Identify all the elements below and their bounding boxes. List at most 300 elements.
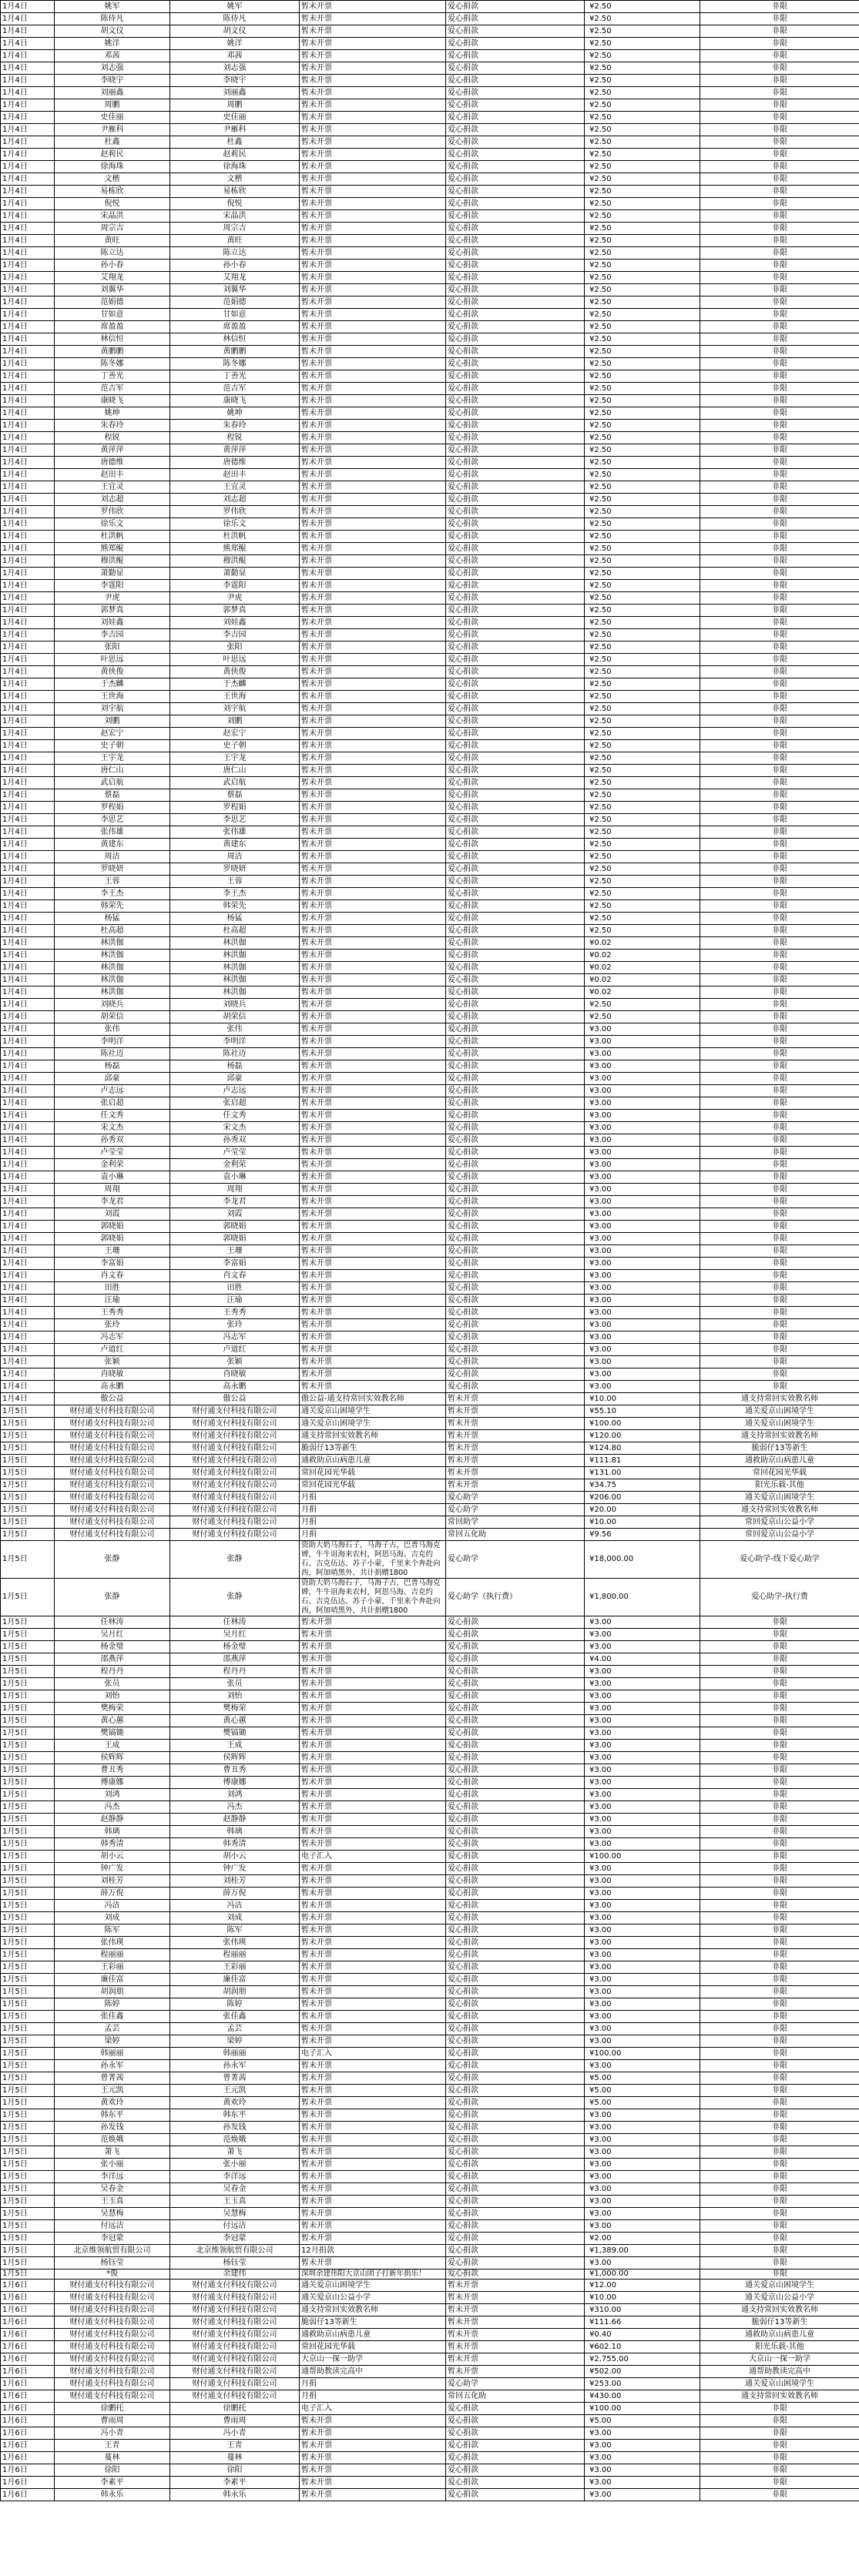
amount-cell: ¥3.00 xyxy=(585,1888,700,1900)
amount-cell: ¥2.50 xyxy=(585,333,700,346)
amount-cell: ¥2.50 xyxy=(585,186,700,198)
payer-cell: 张小丽 xyxy=(170,2159,300,2171)
amount-cell: ¥3.00 xyxy=(585,1171,700,1184)
restriction-cell: 非限 xyxy=(700,2048,859,2060)
category-cell: 爱心捐款 xyxy=(446,1023,585,1036)
category-cell: 爱心捐款 xyxy=(446,666,585,678)
payer-cell: 杜洪帆 xyxy=(170,531,300,543)
category-cell: 爱心捐款 xyxy=(446,1961,585,1974)
table-row xyxy=(1,1974,859,1986)
category-cell: 爱心捐款 xyxy=(446,420,585,432)
payer-cell: 王珊 xyxy=(170,1245,300,1258)
amount-cell: ¥3.00 xyxy=(585,1110,700,1122)
date-cell: 1月5日 xyxy=(1,1949,55,1961)
payer-cell: 刘娃鑫 xyxy=(170,617,300,629)
payer-cell: 李素平 xyxy=(170,2477,300,2489)
category-cell: 爱心捐款 xyxy=(446,728,585,740)
donor-cell: 财付通支付科技有限公司 xyxy=(55,2292,170,2304)
date-cell: 1月4日 xyxy=(1,284,55,296)
category-cell: 爱心捐款 xyxy=(446,2146,585,2159)
amount-cell: ¥3.00 xyxy=(585,1307,700,1319)
donor-cell: 付远洁 xyxy=(55,2220,170,2233)
amount-cell: ¥2.50 xyxy=(585,568,700,580)
note-cell: 12月捐款 xyxy=(300,2245,446,2257)
table-row xyxy=(1,1727,859,1740)
donor-cell: 周洁 xyxy=(55,851,170,863)
date-cell: 1月5日 xyxy=(1,1442,55,1455)
payer-cell: 罗晓妍 xyxy=(170,863,300,876)
restriction-cell: 非限 xyxy=(700,2171,859,2183)
category-cell: 暂未开票 xyxy=(446,1479,585,1492)
note-cell: 暂未开票 xyxy=(300,740,446,752)
donor-cell: 财付通支付科技有限公司 xyxy=(55,1405,170,1418)
note-cell: 暂未开票 xyxy=(300,851,446,863)
category-cell: 爱心捐款 xyxy=(446,2220,585,2233)
donor-cell: 吴慧梅 xyxy=(55,2208,170,2220)
note-cell: 暂未开票 xyxy=(300,789,446,802)
restriction-cell: 非限 xyxy=(700,136,859,149)
payer-cell: 徐乐文 xyxy=(170,518,300,531)
table-row xyxy=(1,2329,859,2341)
restriction-cell: 阳光乐载-其他 xyxy=(700,1479,859,1492)
note-cell: 暂未开票 xyxy=(300,1295,446,1307)
restriction-cell: 非限 xyxy=(700,1937,859,1949)
note-cell: 电子汇入 xyxy=(300,1851,446,1863)
table-row xyxy=(1,765,859,777)
table-row xyxy=(1,555,859,568)
note-cell: 暂未开票 xyxy=(300,876,446,888)
amount-cell: ¥100.00 xyxy=(585,1418,700,1430)
donor-cell: 樊镐锄 xyxy=(55,1727,170,1740)
note-cell: 通关爱京山困境学生 xyxy=(300,1405,446,1418)
category-cell: 爱心捐款 xyxy=(446,863,585,876)
note-cell: 暂未开票 xyxy=(300,1332,446,1344)
note-cell: 暂未开票 xyxy=(300,198,446,210)
category-cell: 爱心捐款 xyxy=(446,1270,585,1282)
table-row xyxy=(1,900,859,913)
amount-cell: ¥2.50 xyxy=(585,913,700,925)
table-row xyxy=(1,1629,859,1641)
payer-cell: 林洪伽 xyxy=(170,937,300,950)
payer-cell: 邓茜 xyxy=(170,50,300,62)
category-cell: 暂未开票 xyxy=(446,2341,585,2353)
payer-cell: 范焕娥 xyxy=(170,2134,300,2146)
date-cell: 1月5日 xyxy=(1,1801,55,1814)
table-row xyxy=(1,1221,859,1233)
amount-cell: ¥2.50 xyxy=(585,321,700,333)
date-cell: 1月4日 xyxy=(1,38,55,50)
note-cell: 暂未开票 xyxy=(300,950,446,962)
amount-cell: ¥0.02 xyxy=(585,950,700,962)
donor-cell: 樊梅荣 xyxy=(55,1703,170,1715)
table-row xyxy=(1,2477,859,2489)
amount-cell: ¥2.50 xyxy=(585,826,700,839)
date-cell: 1月5日 xyxy=(1,1814,55,1826)
date-cell: 1月6日 xyxy=(1,2329,55,2341)
note-cell: 暂未开票 xyxy=(300,1974,446,1986)
date-cell: 1月4日 xyxy=(1,765,55,777)
donor-cell: 王青 xyxy=(55,2440,170,2452)
payer-cell: 姚军 xyxy=(170,1,300,13)
note-cell: 暂未开票 xyxy=(300,987,446,999)
donor-cell: 周宗吉 xyxy=(55,223,170,235)
note-cell: 暂未开票 xyxy=(300,531,446,543)
table-row xyxy=(1,1492,859,1504)
restriction-cell: 非限 xyxy=(700,1134,859,1147)
payer-cell: 黄侠俊 xyxy=(170,666,300,678)
note-cell: 月捐 xyxy=(300,2390,446,2403)
payer-cell: 周翔 xyxy=(170,1184,300,1196)
donor-cell: 姚坤 xyxy=(55,407,170,420)
restriction-cell: 非限 xyxy=(700,1159,859,1171)
date-cell: 1月4日 xyxy=(1,1356,55,1368)
donor-cell: 曹丑秀 xyxy=(55,1764,170,1777)
donor-cell: 张伟 xyxy=(55,1023,170,1036)
donor-cell: 唐德维 xyxy=(55,457,170,469)
category-cell: 爱心捐款 xyxy=(446,1381,585,1393)
category-cell: 爱心捐款 xyxy=(446,25,585,38)
table-row xyxy=(1,1814,859,1826)
date-cell: 1月4日 xyxy=(1,173,55,186)
note-cell: 暂未开票 xyxy=(300,1344,446,1356)
donor-cell: 胡小云 xyxy=(55,1851,170,1863)
table-row xyxy=(1,284,859,296)
category-cell: 爱心捐款 xyxy=(446,1641,585,1653)
restriction-cell: 常回爱京山公益小学 xyxy=(700,1529,859,1541)
restriction-cell: 非限 xyxy=(700,2403,859,2415)
category-cell: 暂未开票 xyxy=(446,1442,585,1455)
restriction-cell: 非限 xyxy=(700,555,859,568)
category-cell: 爱心捐款 xyxy=(446,1356,585,1368)
date-cell: 1月4日 xyxy=(1,198,55,210)
note-cell: 暂未开票 xyxy=(300,1863,446,1875)
donor-cell: 杨磊 xyxy=(55,1060,170,1073)
donor-cell: 刘成 xyxy=(55,1912,170,1924)
table-row xyxy=(1,2464,859,2477)
note-cell: 暂未开票 xyxy=(300,2035,446,2048)
donor-cell: 王蓉 xyxy=(55,876,170,888)
restriction-cell: 非限 xyxy=(700,1208,859,1221)
category-cell: 爱心捐款 xyxy=(446,1888,585,1900)
donor-cell: 张伟瑛 xyxy=(55,1937,170,1949)
note-cell: 暂未开票 xyxy=(300,1356,446,1368)
note-cell: 暂未开票 xyxy=(300,1986,446,1998)
note-cell: 暂未开票 xyxy=(300,2072,446,2085)
donor-cell: 王元凯 xyxy=(55,2085,170,2097)
date-cell: 1月5日 xyxy=(1,1924,55,1937)
category-cell: 爱心助学 xyxy=(446,1541,585,1579)
note-cell: 暂未开票 xyxy=(300,2146,446,2159)
table-row xyxy=(1,863,859,876)
date-cell: 1月4日 xyxy=(1,1073,55,1085)
amount-cell: ¥100.00 xyxy=(585,1851,700,1863)
payer-cell: 朱春玲 xyxy=(170,420,300,432)
donor-cell: 卢莹莹 xyxy=(55,1147,170,1159)
amount-cell: ¥2.50 xyxy=(585,13,700,25)
amount-cell: ¥3.00 xyxy=(585,2477,700,2489)
donor-cell: 唐仁山 xyxy=(55,765,170,777)
category-cell: 爱心捐款 xyxy=(446,161,585,173)
payer-cell: 陈社迈 xyxy=(170,1048,300,1060)
table-row xyxy=(1,1184,859,1196)
note-cell: 暂未开票 xyxy=(300,1629,446,1641)
donor-cell: 甘如意 xyxy=(55,309,170,321)
category-cell: 爱心捐款 xyxy=(446,87,585,99)
date-cell: 1月4日 xyxy=(1,987,55,999)
donor-cell: 张启超 xyxy=(55,1097,170,1110)
donor-cell: 孙永军 xyxy=(55,2060,170,2072)
donor-cell: 陈社迈 xyxy=(55,1048,170,1060)
category-cell: 爱心捐款 xyxy=(446,223,585,235)
note-cell: 电子汇入 xyxy=(300,2048,446,2060)
date-cell: 1月5日 xyxy=(1,1629,55,1641)
date-cell: 1月5日 xyxy=(1,1826,55,1838)
category-cell: 爱心捐款 xyxy=(446,1085,585,1097)
note-cell: 暂未开票 xyxy=(300,1715,446,1727)
table-row xyxy=(1,876,859,888)
payer-cell: 姚坤 xyxy=(170,407,300,420)
category-cell: 爱心捐款 xyxy=(446,1703,585,1715)
donor-cell: 金利荣 xyxy=(55,1159,170,1171)
donor-cell: 武启航 xyxy=(55,777,170,789)
category-cell: 爱心捐款 xyxy=(446,1122,585,1134)
date-cell: 1月4日 xyxy=(1,752,55,765)
note-cell: 暂未开票 xyxy=(300,1097,446,1110)
donor-cell: 邱豪 xyxy=(55,1073,170,1085)
category-cell: 爱心捐款 xyxy=(446,444,585,457)
amount-cell: ¥2.50 xyxy=(585,309,700,321)
amount-cell: ¥34.75 xyxy=(585,1479,700,1492)
payer-cell: 尹虎 xyxy=(170,592,300,605)
table-row xyxy=(1,296,859,309)
date-cell: 1月5日 xyxy=(1,1851,55,1863)
category-cell: 爱心捐款 xyxy=(446,2196,585,2208)
restriction-cell: 非限 xyxy=(700,2060,859,2072)
donor-cell: 赵静静 xyxy=(55,1814,170,1826)
note-cell: 暂未开票 xyxy=(300,605,446,617)
category-cell: 爱心捐款 xyxy=(446,752,585,765)
payer-cell: 李洋远 xyxy=(170,2171,300,2183)
payer-cell: 陈冬娜 xyxy=(170,358,300,370)
donor-cell: 李思艺 xyxy=(55,814,170,826)
table-row xyxy=(1,1134,859,1147)
category-cell: 爱心捐款 xyxy=(446,1147,585,1159)
donor-cell: 刘鸿 xyxy=(55,1789,170,1801)
table-row xyxy=(1,1307,859,1319)
date-cell: 1月4日 xyxy=(1,666,55,678)
date-cell: 1月4日 xyxy=(1,1147,55,1159)
table-row xyxy=(1,913,859,925)
date-cell: 1月5日 xyxy=(1,1974,55,1986)
restriction-cell: 非限 xyxy=(700,2097,859,2109)
category-cell: 暂未开票 xyxy=(446,1393,585,1405)
payer-cell: 张静 xyxy=(170,1541,300,1579)
restriction-cell: 非限 xyxy=(700,1924,859,1937)
date-cell: 1月5日 xyxy=(1,1777,55,1789)
donor-cell: 财付通支付科技有限公司 xyxy=(55,2280,170,2292)
date-cell: 1月4日 xyxy=(1,99,55,112)
table-row xyxy=(1,1036,859,1048)
restriction-cell: 非限 xyxy=(700,2035,859,2048)
note-cell: 暂未开票 xyxy=(300,1208,446,1221)
table-row xyxy=(1,999,859,1011)
payer-cell: 韩东平 xyxy=(170,2109,300,2122)
payer-cell: 梁婷 xyxy=(170,2035,300,2048)
table-row xyxy=(1,2280,859,2292)
category-cell: 爱心捐款 xyxy=(446,1690,585,1703)
table-row xyxy=(1,2183,859,2196)
date-cell: 1月4日 xyxy=(1,839,55,851)
donor-cell: 刘霞 xyxy=(55,1208,170,1221)
amount-cell: ¥3.00 xyxy=(585,1715,700,1727)
payer-cell: 萧勤显 xyxy=(170,568,300,580)
amount-cell: ¥1,800.00 xyxy=(585,1579,700,1616)
note-cell: 暂未开票 xyxy=(300,1258,446,1270)
category-cell: 爱心捐款 xyxy=(446,1295,585,1307)
date-cell: 1月5日 xyxy=(1,2023,55,2035)
amount-cell: ¥2.50 xyxy=(585,161,700,173)
date-cell: 1月6日 xyxy=(1,2280,55,2292)
amount-cell: ¥3.00 xyxy=(585,1036,700,1048)
note-cell: 暂未开票 xyxy=(300,395,446,407)
restriction-cell: 非限 xyxy=(700,678,859,691)
note-cell: 暂未开票 xyxy=(300,913,446,925)
donor-cell: 陈婷 xyxy=(55,1998,170,2011)
category-cell: 爱心捐款 xyxy=(446,1,585,13)
restriction-cell: 非限 xyxy=(700,2109,859,2122)
table-row xyxy=(1,272,859,284)
donor-cell: 刘晓兵 xyxy=(55,999,170,1011)
category-cell: 爱心捐款 xyxy=(446,112,585,124)
category-cell: 爱心捐款 xyxy=(446,2183,585,2196)
payer-cell: 财付通支付科技有限公司 xyxy=(170,1516,300,1529)
payer-cell: 吴春金 xyxy=(170,2183,300,2196)
restriction-cell: 非限 xyxy=(700,1715,859,1727)
restriction-cell: 通支持常回实效教名师 xyxy=(700,2304,859,2316)
date-cell: 1月4日 xyxy=(1,333,55,346)
note-cell: 暂未开票 xyxy=(300,2489,446,2501)
date-cell: 1月4日 xyxy=(1,1282,55,1295)
donor-cell: 姚军 xyxy=(55,1,170,13)
amount-cell: ¥502.00 xyxy=(585,2366,700,2378)
category-cell: 暂未开票 xyxy=(446,2353,585,2366)
donor-cell: 李吉园 xyxy=(55,629,170,641)
category-cell: 暂未开票 xyxy=(446,2366,585,2378)
payer-cell: 文楷 xyxy=(170,173,300,186)
restriction-cell: 非限 xyxy=(700,1801,859,1814)
restriction-cell: 非限 xyxy=(700,1110,859,1122)
restriction-cell: 非限 xyxy=(700,296,859,309)
note-cell: 常回花园光华载 xyxy=(300,2341,446,2353)
restriction-cell: 爱心助学-执行费 xyxy=(700,1579,859,1616)
category-cell: 爱心捐款 xyxy=(446,1912,585,1924)
table-row xyxy=(1,1159,859,1171)
note-cell: 暂未开票 xyxy=(300,1233,446,1245)
amount-cell: ¥2.50 xyxy=(585,691,700,703)
date-cell: 1月4日 xyxy=(1,592,55,605)
amount-cell: ¥3.00 xyxy=(585,1986,700,1998)
donor-cell: 财付通支付科技有限公司 xyxy=(55,1529,170,1541)
note-cell: 暂未开票 xyxy=(300,50,446,62)
table-row xyxy=(1,2403,859,2415)
amount-cell: ¥2.50 xyxy=(585,62,700,75)
payer-cell: 程丹丹 xyxy=(170,1666,300,1678)
table-row xyxy=(1,518,859,531)
table-row xyxy=(1,950,859,962)
note-cell: 暂未开票 xyxy=(300,260,446,272)
payer-cell: 冯杰 xyxy=(170,1801,300,1814)
note-cell: 暂未开票 xyxy=(300,444,446,457)
category-cell: 爱心捐款 xyxy=(446,2134,585,2146)
payer-cell: 王青 xyxy=(170,2440,300,2452)
note-cell: 暂未开票 xyxy=(300,1900,446,1912)
payer-cell: 刘晓兵 xyxy=(170,999,300,1011)
note-cell: 暂未开票 xyxy=(300,173,446,186)
donor-cell: 韩永乐 xyxy=(55,2489,170,2501)
restriction-cell: 非限 xyxy=(700,814,859,826)
date-cell: 1月5日 xyxy=(1,2122,55,2134)
payer-cell: 郭晓娟 xyxy=(170,1233,300,1245)
donor-cell: 李霆阳 xyxy=(55,580,170,592)
donor-cell: 赵莉民 xyxy=(55,149,170,161)
category-cell: 爱心捐款 xyxy=(446,888,585,900)
category-cell: 爱心捐款 xyxy=(446,2159,585,2171)
note-cell: 暂未开票 xyxy=(300,1888,446,1900)
donor-cell: 王玉真 xyxy=(55,2196,170,2208)
restriction-cell: 非限 xyxy=(700,432,859,444)
amount-cell: ¥3.00 xyxy=(585,1678,700,1690)
date-cell: 1月4日 xyxy=(1,1085,55,1097)
category-cell: 爱心捐款 xyxy=(446,2464,585,2477)
note-cell: 暂未开票 xyxy=(300,2097,446,2109)
ledger-body xyxy=(1,1,859,2501)
donor-cell: 刘翼华 xyxy=(55,284,170,296)
donor-cell: 黄鹏鹏 xyxy=(55,346,170,358)
amount-cell: ¥3.00 xyxy=(585,1777,700,1789)
amount-cell: ¥5.00 xyxy=(585,2085,700,2097)
donor-cell: 林信恒 xyxy=(55,333,170,346)
donor-cell: 傲公益 xyxy=(55,1393,170,1405)
note-cell: 暂未开票 xyxy=(300,210,446,223)
date-cell: 1月4日 xyxy=(1,321,55,333)
restriction-cell: 非限 xyxy=(700,1011,859,1023)
payer-cell: 李霆阳 xyxy=(170,580,300,592)
donor-cell: 黄心蕙 xyxy=(55,1715,170,1727)
payer-cell: 韩秀清 xyxy=(170,1838,300,1851)
donor-cell: 侯辉辉 xyxy=(55,1752,170,1764)
table-row xyxy=(1,149,859,161)
note-cell: 暂未开票 xyxy=(300,1134,446,1147)
note-cell: 暂未开票 xyxy=(300,1764,446,1777)
payer-cell: 程锐 xyxy=(170,432,300,444)
category-cell: 爱心捐款 xyxy=(446,826,585,839)
restriction-cell: 非限 xyxy=(700,641,859,654)
table-row xyxy=(1,2109,859,2122)
payer-cell: 财付通支付科技有限公司 xyxy=(170,1492,300,1504)
payer-cell: 黄萍萍 xyxy=(170,444,300,457)
amount-cell: ¥2.50 xyxy=(585,605,700,617)
note-cell: 暂未开票 xyxy=(300,2159,446,2171)
category-cell: 爱心捐款 xyxy=(446,284,585,296)
note-cell: 暂未开票 xyxy=(300,383,446,395)
donor-cell: 曾菁茜 xyxy=(55,2072,170,2085)
table-row xyxy=(1,1442,859,1455)
category-cell: 爱心捐款 xyxy=(446,839,585,851)
payer-cell: 肖晓敏 xyxy=(170,1368,300,1381)
category-cell: 爱心捐款 xyxy=(446,1048,585,1060)
note-cell: 暂未开票 xyxy=(300,25,446,38)
category-cell: 爱心捐款 xyxy=(446,124,585,136)
